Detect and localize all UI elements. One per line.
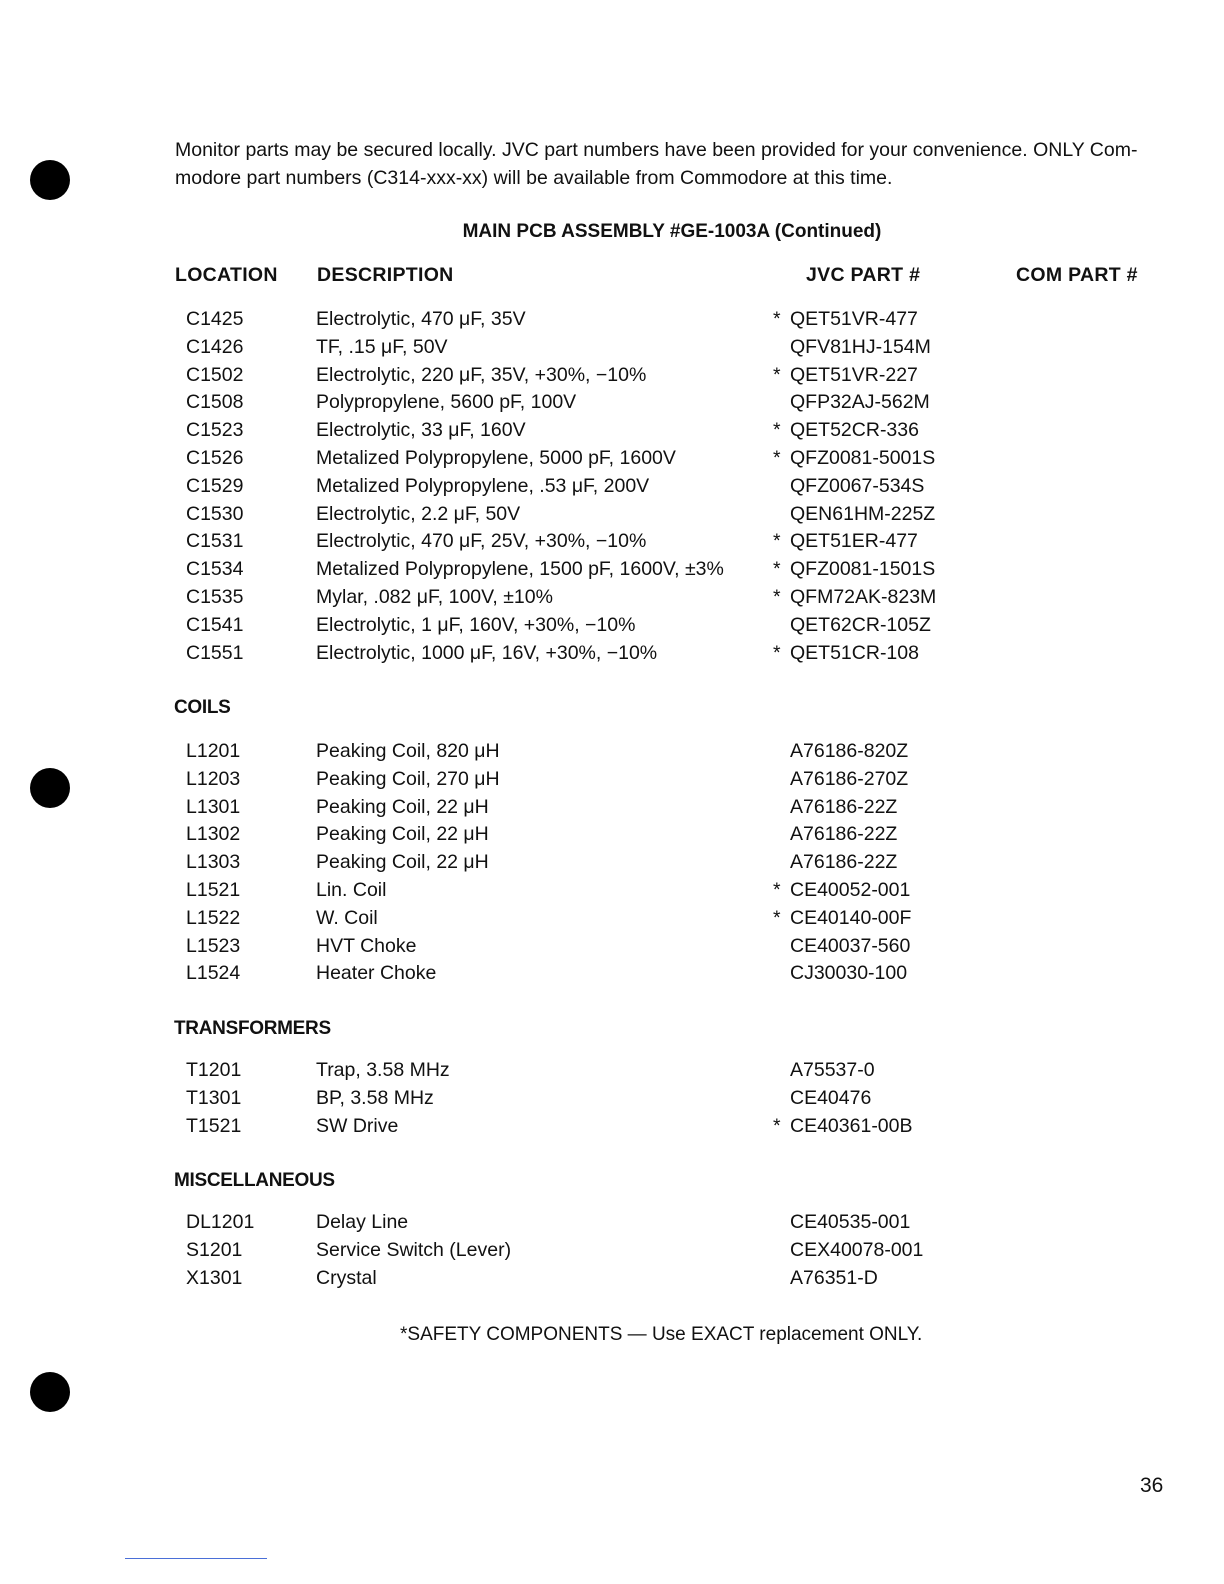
part-location: C1508	[186, 391, 244, 414]
part-location: L1523	[186, 934, 241, 957]
jvc-part-number: QFZ0081-5001S	[790, 446, 936, 469]
jvc-part-number: QEN61HM-225Z	[790, 502, 936, 525]
jvc-part-number: CJ30030-100	[790, 962, 908, 985]
jvc-part-number: CEX40078-001	[790, 1238, 924, 1261]
jvc-part-number: QET52CR-336	[790, 419, 919, 442]
part-description: SW Drive	[316, 1114, 399, 1137]
miscellaneous-table	[0, 1211, 1224, 1294]
part-description: Electrolytic, 1000 μF, 16V, +30%, −10%	[316, 641, 658, 664]
part-description: Peaking Coil, 22 μH	[316, 795, 489, 818]
part-location: C1426	[186, 335, 244, 358]
jvc-part-number: A76186-22Z	[790, 795, 898, 818]
part-location: C1526	[186, 446, 244, 469]
jvc-part-number: QFZ0067-534S	[790, 474, 925, 497]
jvc-part-number: CE40361-00B	[790, 1114, 913, 1137]
column-header-jvc-part: JVC PART #	[806, 264, 921, 286]
table-row	[0, 935, 1224, 963]
jvc-part-number: QET51VR-477	[790, 308, 918, 330]
part-location: L1301	[186, 795, 241, 818]
intro-line-2: modore part numbers (C314-xxx-xx) will be available from Commodore at this time.	[175, 167, 893, 189]
coils-heading: COILS	[174, 697, 231, 718]
part-description: Polypropylene, 5600 pF, 100V	[316, 391, 577, 414]
table-row	[0, 1115, 1224, 1143]
part-location: X1301	[186, 1266, 243, 1289]
part-description: Heater Choke	[316, 962, 437, 985]
safety-marker: *	[773, 906, 781, 929]
part-description: Metalized Polypropylene, 1500 pF, 1600V, ±3%	[316, 558, 724, 581]
jvc-part-number: QET62CR-105Z	[790, 613, 931, 636]
table-row	[0, 740, 1224, 768]
part-location: C1425	[186, 308, 244, 330]
part-description: Electrolytic, 1 μF, 160V, +30%, −10%	[316, 613, 636, 636]
jvc-part-number: QFZ0081-1501S	[790, 558, 936, 581]
part-location: T1521	[186, 1114, 242, 1137]
table-row	[0, 796, 1224, 824]
table-row	[0, 308, 1224, 336]
part-location: L1303	[186, 851, 241, 874]
column-header-description: DESCRIPTION	[317, 264, 454, 286]
part-location: S1201	[186, 1238, 243, 1261]
safety-marker: *	[773, 641, 781, 664]
part-description: Trap, 3.58 MHz	[316, 1059, 450, 1081]
part-location: T1201	[186, 1059, 242, 1081]
table-row	[0, 419, 1224, 447]
table-row	[0, 768, 1224, 796]
part-description: Electrolytic, 470 μF, 35V	[316, 308, 526, 330]
part-location: T1301	[186, 1086, 242, 1109]
table-row	[0, 879, 1224, 907]
part-description: Service Switch (Lever)	[316, 1238, 512, 1261]
part-description: Mylar, .082 μF, 100V, ±10%	[316, 585, 553, 608]
table-row	[0, 907, 1224, 935]
table-row	[0, 823, 1224, 851]
table-row	[0, 962, 1224, 990]
part-location: L1203	[186, 767, 241, 790]
jvc-part-number: QFM72AK-823M	[790, 585, 937, 608]
section-title: MAIN PCB ASSEMBLY #GE-1003A (Continued)	[462, 221, 882, 242]
jvc-part-number: A75537-0	[790, 1059, 875, 1081]
jvc-part-number: A76186-22Z	[790, 851, 898, 874]
part-location: L1302	[186, 823, 241, 846]
table-row	[0, 558, 1224, 586]
part-description: Electrolytic, 2.2 μF, 50V	[316, 502, 521, 525]
part-description: Crystal	[316, 1266, 377, 1289]
part-description: Peaking Coil, 22 μH	[316, 823, 489, 846]
jvc-part-number: QET51VR-227	[790, 363, 918, 386]
table-row	[0, 364, 1224, 392]
jvc-part-number: CE40037-560	[790, 934, 911, 957]
safety-marker: *	[773, 558, 781, 581]
jvc-part-number: QET51ER-477	[790, 530, 918, 553]
table-row	[0, 475, 1224, 503]
part-description: TF, .15 μF, 50V	[316, 335, 448, 358]
safety-marker: *	[773, 878, 781, 901]
jvc-part-number: CE40052-001	[790, 878, 911, 901]
part-location: C1551	[186, 641, 244, 664]
coils-table	[0, 740, 1224, 990]
part-description: Peaking Coil, 22 μH	[316, 851, 489, 874]
jvc-part-number: CE40140-00F	[790, 906, 912, 929]
part-location: C1502	[186, 363, 244, 386]
transformers-heading: TRANSFORMERS	[174, 1018, 331, 1039]
jvc-part-number: A76186-22Z	[790, 823, 898, 846]
part-description: BP, 3.58 MHz	[316, 1086, 434, 1109]
miscellaneous-heading: MISCELLANEOUS	[174, 1170, 335, 1191]
jvc-part-number: A76186-820Z	[790, 740, 909, 762]
part-location: DL1201	[186, 1211, 255, 1233]
part-location: L1201	[186, 740, 241, 762]
safety-marker: *	[773, 363, 781, 386]
part-description: Metalized Polypropylene, 5000 pF, 1600V	[316, 446, 676, 469]
part-description: Electrolytic, 33 μF, 160V	[316, 419, 526, 442]
jvc-part-number: A76351-D	[790, 1266, 878, 1289]
table-row	[0, 642, 1224, 670]
part-description: HVT Choke	[316, 934, 417, 957]
part-description: Metalized Polypropylene, .53 μF, 200V	[316, 474, 650, 497]
part-description: Lin. Coil	[316, 878, 387, 901]
intro-line-1: Monitor parts may be secured locally. JVC part numbers have been provided for your convenience. ONLY Com-	[175, 139, 1138, 161]
part-description: W. Coil	[316, 906, 378, 929]
part-location: C1541	[186, 613, 244, 636]
part-location: L1522	[186, 906, 241, 929]
table-row	[0, 1087, 1224, 1115]
page-number: 36	[1140, 1474, 1164, 1497]
table-row	[0, 503, 1224, 531]
part-location: C1529	[186, 474, 244, 497]
scan-artifact-line	[125, 1558, 267, 1559]
part-description: Peaking Coil, 820 μH	[316, 740, 500, 762]
intro-paragraph	[175, 136, 1170, 192]
binder-hole-top	[30, 160, 70, 200]
safety-marker: *	[773, 530, 781, 553]
table-row	[0, 530, 1224, 558]
table-row	[0, 851, 1224, 879]
jvc-part-number: CE40535-001	[790, 1211, 911, 1233]
column-header-location: LOCATION	[175, 264, 278, 286]
jvc-part-number: A76186-270Z	[790, 767, 909, 790]
binder-hole-bottom	[30, 1372, 70, 1412]
jvc-part-number: QET51CR-108	[790, 641, 919, 664]
safety-marker: *	[773, 585, 781, 608]
column-header-com-part: COM PART #	[1016, 264, 1138, 286]
part-location: C1535	[186, 585, 244, 608]
table-row	[0, 336, 1224, 364]
jvc-part-number: QFP32AJ-562M	[790, 391, 930, 414]
safety-marker: *	[773, 1114, 781, 1137]
safety-marker: *	[773, 308, 781, 330]
part-location: C1531	[186, 530, 244, 553]
capacitor-table	[0, 308, 1224, 669]
table-row	[0, 1267, 1224, 1295]
table-row	[0, 1211, 1224, 1239]
part-location: C1523	[186, 419, 244, 442]
table-row	[0, 1239, 1224, 1267]
table-row	[0, 1059, 1224, 1087]
jvc-part-number: CE40476	[790, 1086, 872, 1109]
part-location: C1530	[186, 502, 244, 525]
part-location: L1524	[186, 962, 241, 985]
table-row	[0, 391, 1224, 419]
jvc-part-number: QFV81HJ-154M	[790, 335, 931, 358]
part-location: C1534	[186, 558, 244, 581]
transformers-table	[0, 1059, 1224, 1142]
table-row	[0, 586, 1224, 614]
part-description: Peaking Coil, 270 μH	[316, 767, 500, 790]
part-description: Electrolytic, 470 μF, 25V, +30%, −10%	[316, 530, 647, 553]
table-row	[0, 614, 1224, 642]
table-row	[0, 447, 1224, 475]
part-description: Delay Line	[316, 1211, 409, 1233]
part-location: L1521	[186, 878, 241, 901]
part-description: Electrolytic, 220 μF, 35V, +30%, −10%	[316, 363, 647, 386]
safety-marker: *	[773, 419, 781, 442]
safety-footnote: *SAFETY COMPONENTS — Use EXACT replacement ONLY.	[400, 1324, 923, 1345]
safety-marker: *	[773, 446, 781, 469]
